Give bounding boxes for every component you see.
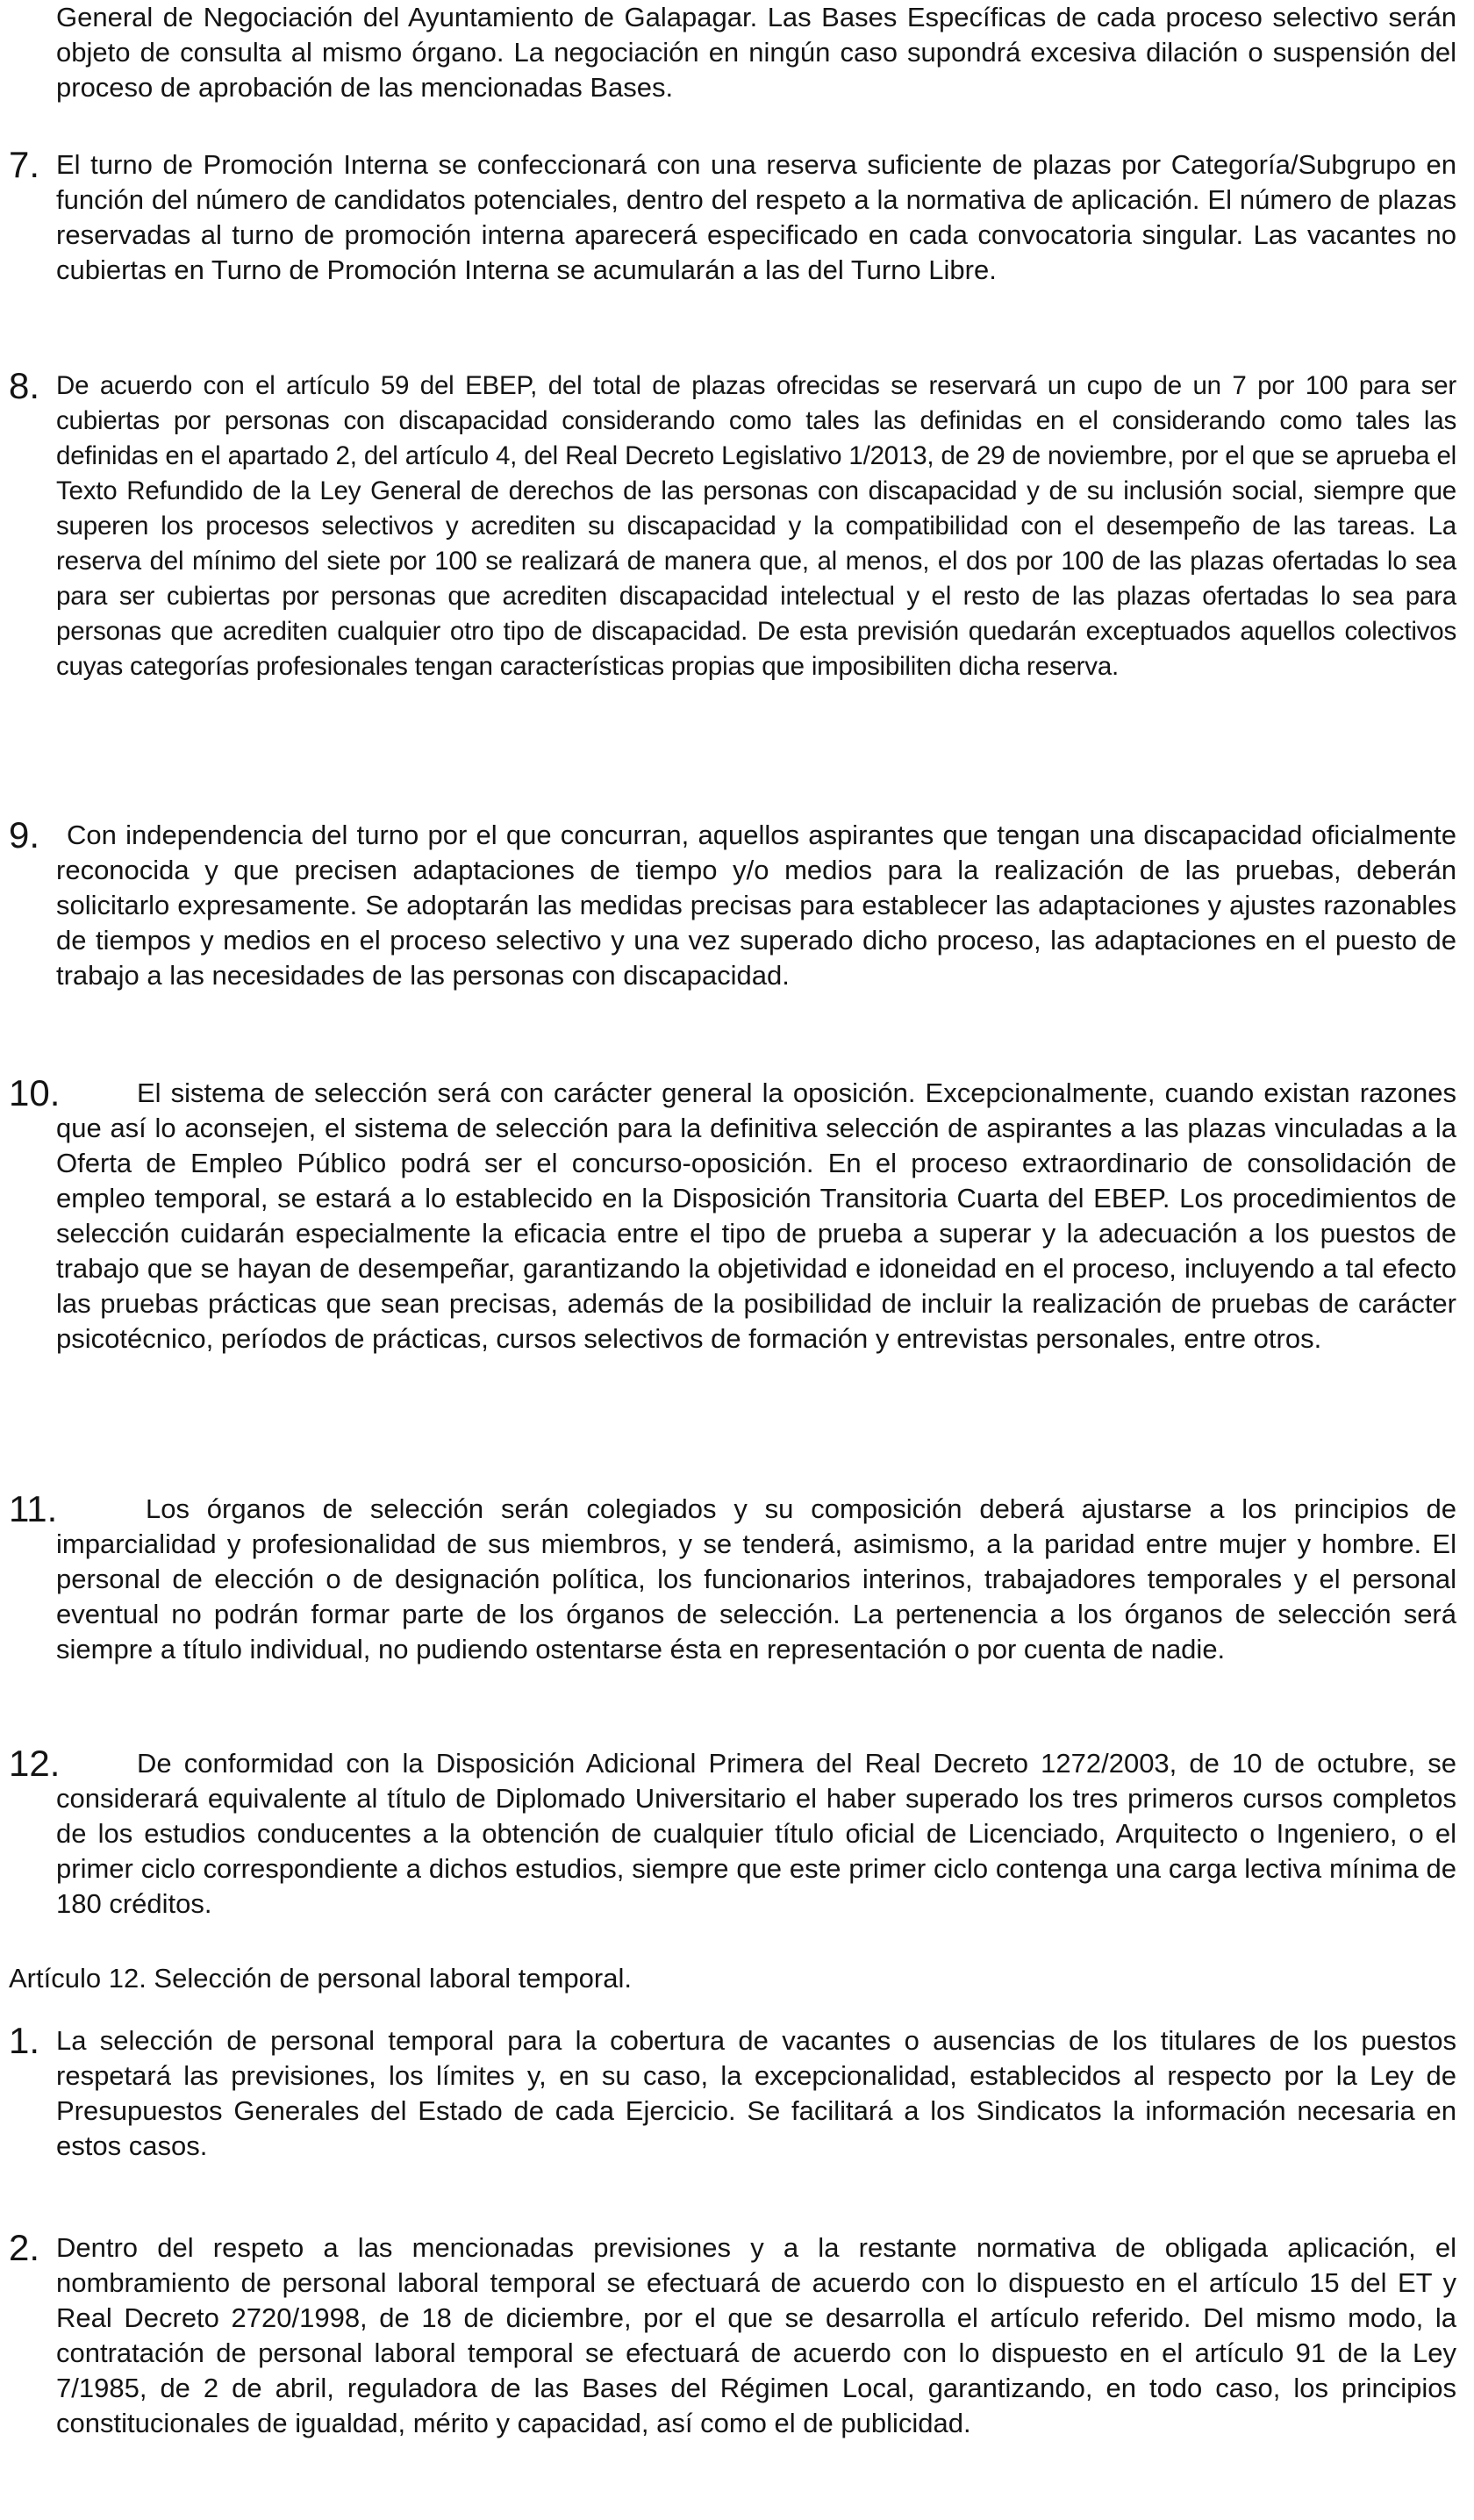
list-item-11 — [9, 1488, 1456, 1720]
list-item-7 — [9, 144, 1456, 340]
item-text: La selección de personal temporal para la cobertura de vacantes o ausencias de los titulares de los puestos respetará las previsiones, los límites y, en su caso, la excepcionalidad, establecidos al respecto por la Ley de Presupuestos Generales del Estado de cada Ejercicio. Se facilitará a los Sindicatos la información necesaria en estos casos. — [56, 2025, 1456, 2161]
item-number: 8. — [9, 365, 40, 406]
item-text: Dentro del respeto a las mencionadas previsiones y a la restante normativa de obligada aplicación, el nombramiento de personal laboral temporal se efectuará de acuerdo con lo dispuesto en el artículo 15 del ET y Real Decreto 2720/1998, de 18 de diciembre, por el que se desarrolla el artículo referido. Del mismo modo, la contratación de personal laboral temporal se efectuará de acuerdo con lo dispuesto en el artículo 91 de la Ley 7/1985, de 2 de abril, reguladora de las Bases del Régimen Local, garantizando, en todo caso, los principios constitucionales de igualdad, mérito y capacidad, así como el de publicidad. — [56, 2232, 1456, 2438]
item-text: El sistema de selección será con carácter general la oposición. Excepcionalmente, cuando existan razones que así lo aconsejen, el sistema de selección para la definitiva selección de aspirantes a las plazas vinculadas a la Oferta de Empleo Público podrá ser el concurso-oposición. En el proceso extraordinario de consolidación de empleo temporal, se estará a lo establecido en la Disposición Transitoria Cuarta del EBEP. Los procedimientos de selección cuidarán especialmente la eficacia entre el tipo de prueba a superar y la adecuación a los puestos de trabajo que se hayan de desempeñar, garantizando la objetividad e idoneidad en el proceso, incluyendo a tal efecto las pruebas prácticas que sean precisas, además de la posibilidad de incluir la realización de pruebas de carácter psicotécnico, períodos de prácticas, cursos selectivos de formación y entrevistas personales, entre otros. — [56, 1077, 1456, 1354]
item-text: De acuerdo con el artículo 59 del EBEP, del total de plazas ofrecidas se reservará un cupo de un 7 por 100 para ser cubiertas por personas con discapacidad considerando como tales las definidas en el considerando como tales las definidas en el apartado 2, del artículo 4, del Real Decreto Legislativo 1/2013, de 29 de noviembre, por el que se aprueba el Texto Refundido de la Ley General de derechos de las personas con discapacidad y de su inclusión social, siempre que superen los procesos selectivos y acrediten su discapacidad y la compatibilidad con el desempeño de las tareas. La reserva del mínimo del siete por 100 se realizará de manera que, al menos, el dos por 100 de las plazas ofertadas lo sea para ser cubiertas por personas que acrediten discapacidad intelectual y el resto de las plazas ofertadas lo sea para personas que acrediten cualquier otro tipo de discapacidad. De esta previsión quedarán exceptuados aquellos colectivos cuyas categorías profesionales tengan características propias que imposibiliten dicha reserva. — [56, 371, 1456, 681]
list-item-9 — [9, 814, 1456, 1046]
item-number: 10. — [9, 1072, 61, 1113]
item-text: De conformidad con la Disposición Adicional Primera del Real Decreto 1272/2003, de 10 de octubre, se considerará equivalente al título de Diplomado Universitario el haber superado los tres primeros cursos completos de los estudios conducentes a la obtención de cualquier título oficial de Licenciado, Arquitecto o Ingeniero, o el primer ciclo correspondiente a dichos estudios, siempre que este primer ciclo contenga una carga lectiva mínima de 180 créditos. — [56, 1748, 1456, 1919]
list-item-10 — [9, 1072, 1456, 1444]
item-number: 2. — [9, 2227, 40, 2268]
item-number: 12. — [9, 1743, 61, 1784]
list-item-8 — [9, 365, 1456, 790]
item-number: 1. — [9, 2020, 40, 2061]
article-item-1 — [9, 2020, 1456, 2181]
item-number: 9. — [9, 814, 40, 856]
article-heading: Artículo 12. Selección de personal laboral temporal. — [9, 1963, 632, 1994]
item-text: Los órganos de selección serán colegiados y su composición deberá ajustarse a los principios de imparcialidad y profesionalidad de sus miembros, y se tenderá, asimismo, a la paridad entre mujer y hombre. El personal de elección o de designación política, los funcionarios interinos, trabajadores temporales y el personal eventual no podrán formar parte de los órganos de selección. La pertenencia a los órganos de selección será siempre a título individual, no pudiendo ostentarse ésta en representación o por cuenta de nadie. — [56, 1493, 1456, 1664]
item-text: El turno de Promoción Interna se confeccionará con una reserva suficiente de plazas por Categoría/Subgrupo en función del número de candidatos potenciales, dentro del respeto a la normativa de aplicación. El número de plazas reservadas al turno de promoción interna aparecerá especificado en cada convocatoria singular. Las vacantes no cubiertas en Turno de Promoción Interna se acumularán a las del Turno Libre. — [56, 149, 1456, 285]
article-item-2 — [9, 2227, 1456, 2511]
item-text: Con independencia del turno por el que concurran, aquellos aspirantes que tengan una discapacidad oficialmente reconocida y que precisen adaptaciones de tiempo y/o medios para la realización de las pruebas, deberán solicitarlo expresamente. Se adoptarán las medidas precisas para establecer las adaptaciones y ajustes razonables de tiempos y medios en el proceso selectivo y una vez superado dicho proceso, las adaptaciones en el puesto de trabajo a las necesidades de las personas con discapacidad. — [56, 820, 1456, 991]
intro-paragraph: General de Negociación del Ayuntamiento de Galapagar. Las Bases Específicas de cada proceso selectivo serán objeto de consulta al mismo órgano. La negociación en ningún caso supondrá excesiva dilación o suspensión del proceso de aprobación de las mencionadas Bases. — [56, 2, 1456, 103]
item-number: 11. — [9, 1488, 58, 1529]
item-number: 7. — [9, 144, 40, 185]
list-item-12 — [9, 1743, 1456, 1939]
